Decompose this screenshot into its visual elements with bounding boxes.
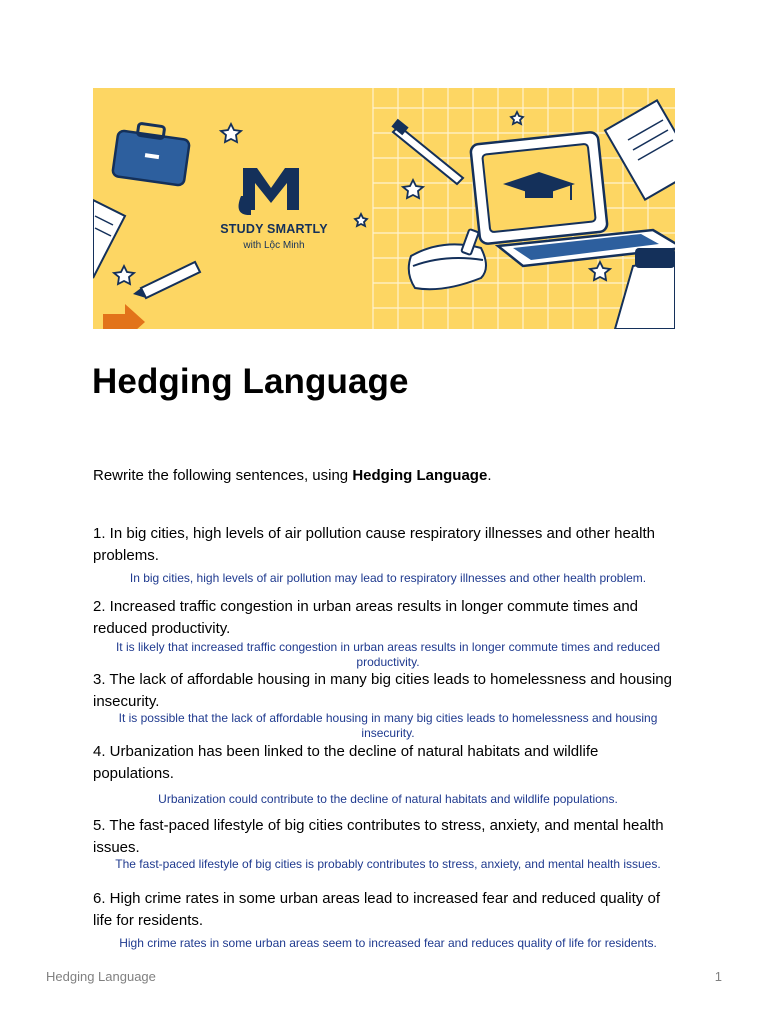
footer-title: Hedging Language	[46, 969, 156, 984]
instruction-suffix: .	[487, 467, 492, 484]
page-title: Hedging Language	[92, 362, 409, 401]
answer-3: It is possible that the lack of affordable housing in many big cities leads to homelessness and housing insecurity.	[118, 711, 658, 740]
page-number: 1	[714, 969, 722, 984]
cup-icon	[615, 248, 675, 329]
question-1: 1. In big cities, high levels of air pollution cause respiratory illnesses and other health problems.	[93, 525, 655, 564]
question-6: 6. High crime rates in some urban areas lead to increased fear and reduced quality of life for residents.	[93, 890, 660, 929]
question-4: 4. Urbanization has been linked to the decline of natural habitats and wildlife populations.	[93, 743, 599, 782]
pencil-case-icon	[409, 229, 486, 289]
question-3: 3. The lack of affordable housing in many big cities leads to homelessness and housing insecurity.	[93, 671, 672, 710]
instruction-prefix: Rewrite the following sentences, using	[93, 467, 353, 484]
pen-icon	[391, 119, 463, 184]
answer-5: The fast-paced lifestyle of big cities is probably contributes to stress, anxiety, and mental health issues.	[115, 857, 661, 871]
question-2: 2. Increased traffic congestion in urban areas results in longer commute times and reduced productivity.	[93, 598, 639, 637]
pencil-icon	[133, 262, 200, 298]
brand-tagline: with Lộc Minh	[243, 240, 305, 251]
answer-6: High crime rates in some urban areas seem to increased fear and reduces quality of life for residents.	[119, 936, 657, 950]
question-5: 5. The fast-paced lifestyle of big cities contributes to stress, anxiety, and mental health issues.	[93, 817, 664, 856]
briefcase-icon	[112, 123, 190, 186]
answer-1: In big cities, high levels of air pollution may lead to respiratory illnesses and other health problem.	[129, 571, 647, 585]
instruction-text	[93, 467, 491, 484]
brand-name: STUDY SMARTLY	[220, 222, 328, 236]
answer-2: It is likely that increased traffic congestion in urban areas results in longer commute times and reduced productivity.	[115, 640, 661, 669]
instruction-emphasis: Hedging Language	[352, 467, 488, 484]
study-illustration	[93, 88, 675, 329]
arrow-icon	[103, 304, 145, 329]
answer-4: Urbanization could contribute to the decline of natural habitats and wildlife populations.	[158, 792, 618, 806]
header-banner	[93, 88, 675, 329]
logo-icon	[239, 168, 299, 215]
notebook-icon	[605, 100, 675, 199]
